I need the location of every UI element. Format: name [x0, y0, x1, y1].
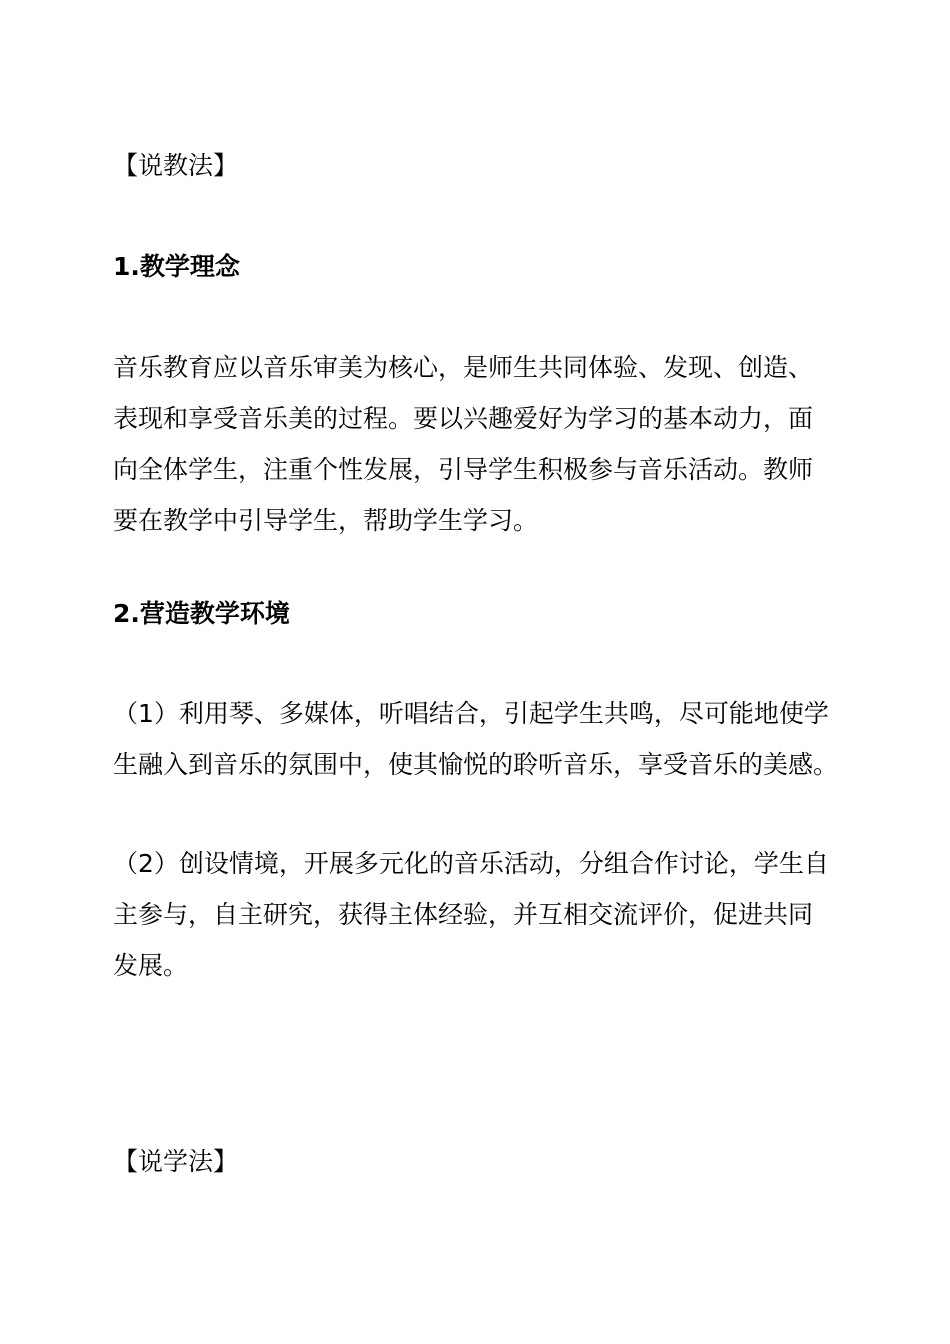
- section-heading-teaching-method: 【说教法】: [113, 151, 239, 180]
- paragraph-environment-point-2: [113, 838, 853, 991]
- paragraph-line: 要在教学中引导学生，帮助学生学习。: [113, 506, 539, 535]
- paragraph-environment-point-1: [113, 688, 853, 790]
- section-heading-learning-method: 【说学法】: [113, 1147, 239, 1176]
- item-title-teaching-environment: 2.营造教学环境: [113, 599, 290, 628]
- paragraph-line: 生融入到音乐的氛围中，使其愉悦的聆听音乐，享受音乐的美感。: [113, 750, 839, 779]
- paragraph-line: 向全体学生，注重个性发展，引导学生积极参与音乐活动。教师: [113, 455, 814, 484]
- paragraph-line: 表现和享受音乐美的过程。要以兴趣爱好为学习的基本动力，面: [113, 404, 814, 433]
- paragraph-line: 主参与，自主研究，获得主体经验，并互相交流评价，促进共同: [113, 900, 814, 929]
- item-title-teaching-philosophy: 1.教学理念: [113, 252, 240, 281]
- paragraph-line: 音乐教育应以音乐审美为核心，是师生共同体验、发现、创造、: [113, 353, 814, 382]
- paragraph-line: （2）创设情境，开展多元化的音乐活动，分组合作讨论，学生自: [113, 849, 829, 878]
- paragraph-teaching-philosophy: [113, 342, 853, 546]
- paragraph-line: 发展。: [113, 951, 189, 980]
- paragraph-line: （1）利用琴、多媒体，听唱结合，引起学生共鸣，尽可能地使学: [113, 699, 829, 728]
